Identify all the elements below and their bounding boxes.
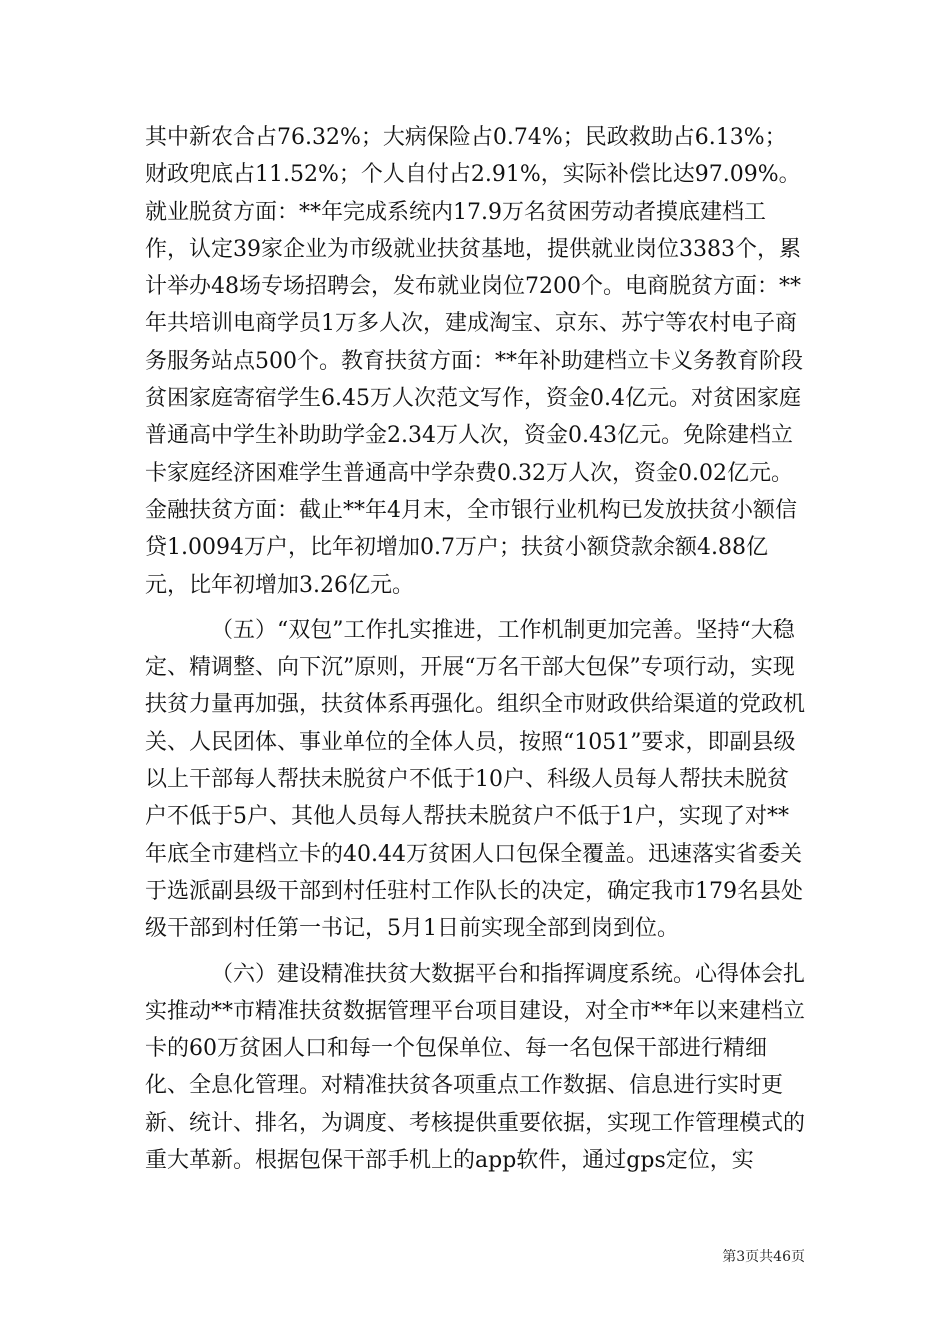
paragraph-1: 其中新农合占76.32%；大病保险占0.74%；民政救助占6.13%；财政兜底占11.52%；个人自付占2.91%，实际补偿比达97.09%。就业脱贫方面：**年完成系统内17.9万名贫困劳动者摸底建档工作，认定39家企业为市级就业扶贫基地，提供就业岗位3383个，累计举办48场专场招聘会，发布就业岗位7200个。电商脱贫方面：**年共培训电商学员1万多人次，建成淘宝、京东、苏宁等农村电子商务服务站点500个。教育扶贫方面：**年补助建档立卡义务教育阶段贫困家庭寄宿学生6.45万人次范文写作，资金0.4亿元。对贫困家庭普通高中学生补助助学金2.34万人次，资金0.43亿元。免除建档立卡家庭经济困难学生普通高中学杂费0.32万人次，资金0.02亿元。金融扶贫方面：截止**年4月末，全市银行业机构已发放扶贫小额信贷1.0094万户，比年初增加0.7万户；扶贫小额贷款余额4.88亿元，比年初增加3.26亿元。 bbox=[145, 125, 803, 598]
document-body bbox=[145, 119, 805, 1179]
page-number-footer: 第3页共46页 bbox=[722, 1249, 805, 1265]
paragraph-2: （五）“双包”工作扎实推进，工作机制更加完善。坚持“大稳定、精调整、向下沉”原则，开展“万名干部大包保”专项行动，实现扶贫力量再加强，扶贫体系再强化。组织全市财政供给渠道的党政机关、人民团体、事业单位的全体人员，按照“1051”要求，即副县级以上干部每人帮扶未脱贫户不低于10户、科级人员每人帮扶未脱贫户不低于5户、其他人员每人帮扶未脱贫户不低于1户，实现了对**年底全市建档立卡的40.44万贫困人口包保全覆盖。迅速落实省委关于选派副县级干部到村任驻村工作队长的决定，确定我市179名县处级干部到村任第一书记，5月1日前实现全部到岗到位。 bbox=[145, 617, 806, 942]
paragraph-3: （六）建设精准扶贫大数据平台和指挥调度系统。心得体会扎实推动**市精准扶贫数据管理平台项目建设，对全市**年以来建档立卡的60万贫困人口和每一个包保单位、每一名包保干部进行精细化、全息化管理。对精准扶贫各项重点工作数据、信息进行实时更新、统计、排名，为调度、考核提供重要依据，实现工作管理模式的重大革新。根据包保干部手机上的app软件，通过gps定位，实 bbox=[145, 961, 806, 1174]
